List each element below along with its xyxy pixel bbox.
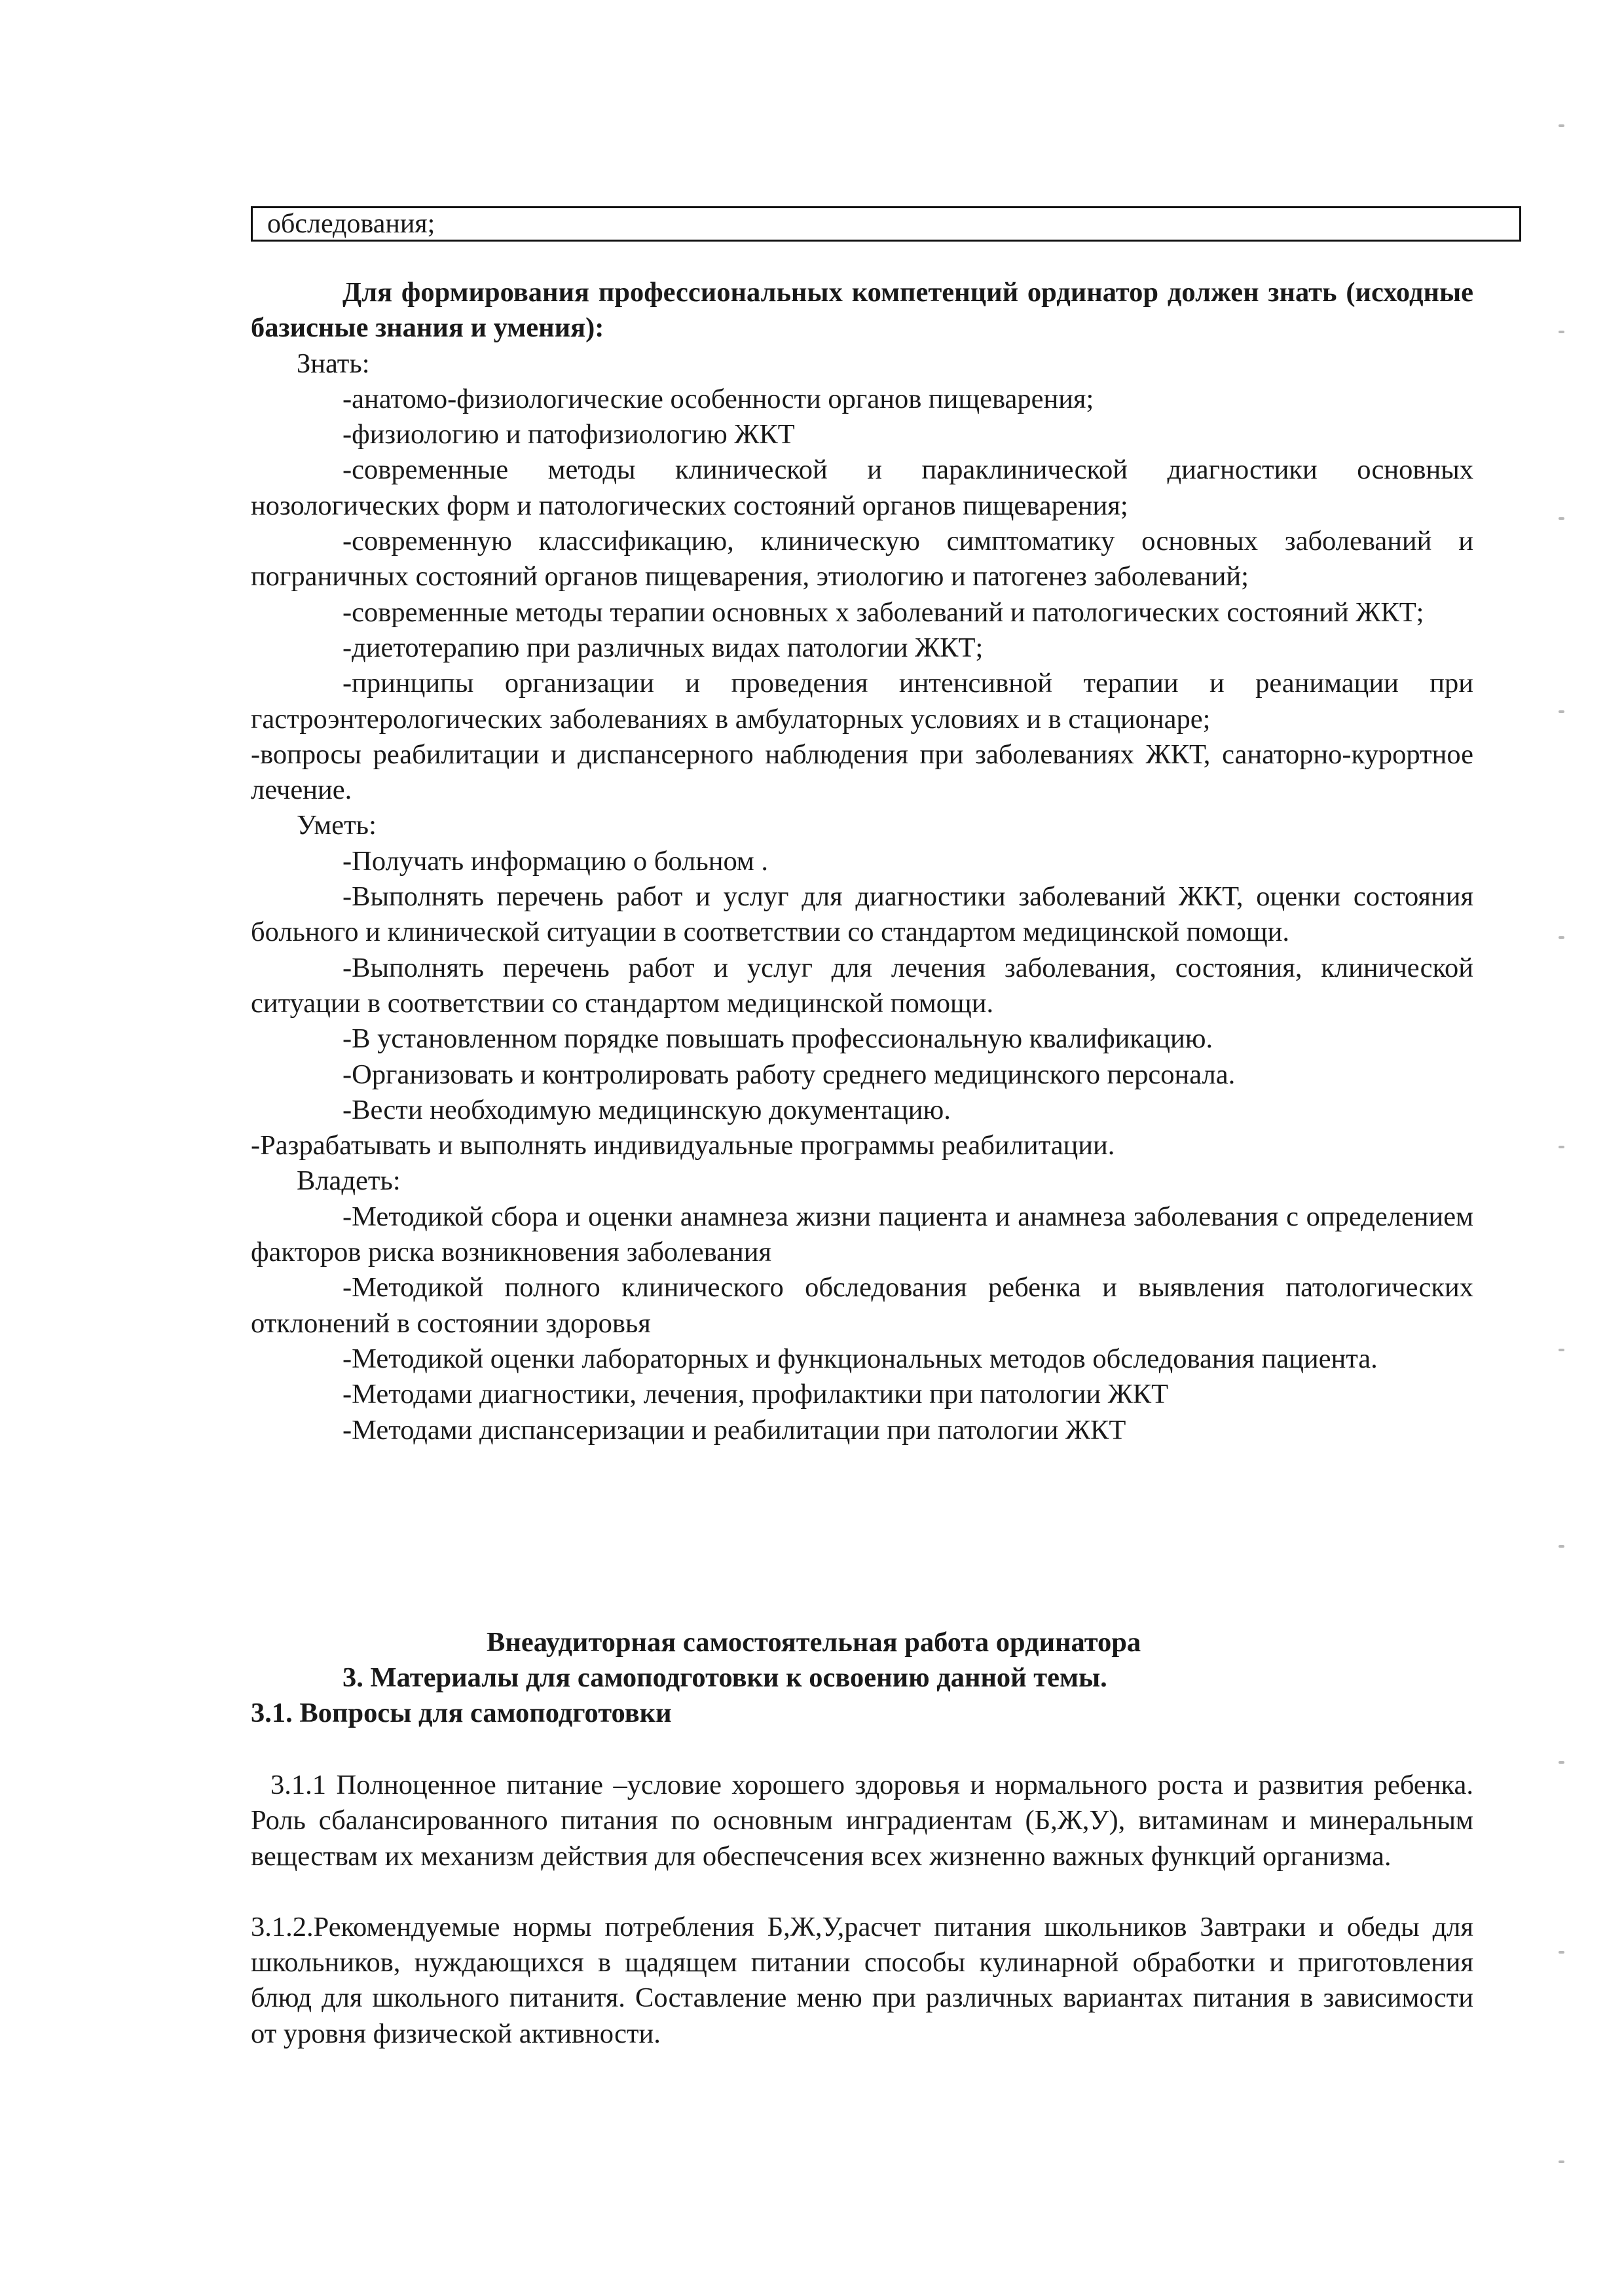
able-item: -Организовать и контролировать работу среднего медицинского персонала. — [342, 1059, 1236, 1090]
know-item: -принципы организации и проведения интенсивной терапии и реанимации при гастроэнтерологических заболеваниях в амбулаторных условиях и в стационаре; — [251, 668, 1473, 735]
scan-speck — [1559, 1761, 1564, 1764]
scan-speck — [1559, 1349, 1564, 1351]
master-item: -Методикой оценки лабораторных и функциональных методов обследования пациента. — [342, 1343, 1378, 1374]
able-item: -Разрабатывать и выполнять индивидуальные программы реабилитации. — [251, 1130, 1115, 1161]
subsection-title: 3.1. Вопросы для самоподготовки — [251, 1698, 672, 1728]
able-item: -Выполнять перечень работ и услуг для диагностики заболеваний ЖКТ, оценки состояния больного и клинической ситуации в соответствии со стандартом медицинской помощи. — [251, 881, 1473, 948]
know-label: Знать: — [297, 348, 370, 379]
carryover-table-cell — [251, 206, 1521, 242]
master-item: -Методами диагностики, лечения, профилактики при патологии ЖКТ — [342, 1379, 1169, 1410]
know-item: -физиологию и патофизиологию ЖКТ — [342, 419, 795, 450]
scan-speck — [1559, 936, 1564, 939]
scan-speck — [1559, 331, 1564, 333]
scan-speck — [1559, 1951, 1564, 1954]
carryover-cell-text: обследования; — [267, 209, 435, 239]
master-item: -Методикой полного клинического обследования ребенка и выявления патологических отклонений в состоянии здоровья — [251, 1272, 1473, 1339]
scan-speck — [1559, 124, 1564, 127]
competencies-heading — [251, 275, 1473, 346]
know-item: -современные методы клинической и параклинической диагностики основных нозологических форм и патологических состояний органов пищеварения; — [251, 454, 1473, 521]
able-item: -В установленном порядке повышать профессиональную квалификацию. — [342, 1023, 1213, 1055]
able-label: Уметь: — [297, 810, 377, 841]
paragraph-gap — [251, 1874, 1473, 1910]
know-item: -вопросы реабилитации и диспансерного наблюдения при заболеваниях ЖКТ, санаторно-курортное лечение. — [251, 738, 1473, 806]
able-item: -Выполнять перечень работ и услуг для лечения заболевания, состояния, клинической ситуации в соответствии со стандартом медицинской помощи. — [251, 952, 1473, 1019]
able-item: -Вести необходимую медицинскую документацию. — [342, 1094, 951, 1125]
section-subtitle: 3. Материалы для самоподготовки к освоению данной темы. — [342, 1662, 1107, 1693]
scan-speck — [1559, 2160, 1564, 2163]
competencies-section — [251, 275, 1473, 1448]
know-item: -современную классификацию, клиническую симптоматику основных заболеваний и пограничных состояний органов пищеварения, этиологию и патогенез заболеваний; — [251, 526, 1473, 592]
master-item: -Методами диспансеризации и реабилитации при патологии ЖКТ — [342, 1414, 1126, 1446]
scan-speck — [1559, 1545, 1564, 1548]
competencies-heading-line2: (исходные базисные знания и умения): — [251, 277, 1473, 344]
scan-speck — [1559, 710, 1564, 713]
know-item: -анатомо-физиологические особенности органов пищеварения; — [342, 383, 1094, 414]
know-item: -диетотерапию при различных видах патологии ЖКТ; — [342, 632, 984, 663]
master-label: Владеть: — [297, 1165, 401, 1197]
section-title: Внеаудиторная самостоятельная работа ординатора — [487, 1627, 1141, 1658]
able-item: -Получать информацию о больном . — [342, 845, 769, 877]
master-item: -Методикой сбора и оценки анамнеза жизни пациента и анамнеза заболевания с определением факторов риска возникновения заболевания — [251, 1201, 1473, 1268]
self-study-questions — [251, 1768, 1473, 2052]
self-study-headings — [251, 1625, 1473, 1731]
scan-speck — [1559, 1146, 1564, 1148]
question-3-1-1: 3.1.1 Полноценное питание –условие хорошего здоровья и нормального роста и развития ребенка. Роль сбалансированного питания по основным ингрaдиентам (Б,Ж,У), витаминам и минеральным веществам их механизм действия для обеспечсения всех жизненно важных функций организма. — [251, 1770, 1473, 1872]
know-item: -современные методы терапии основных х заболеваний и патологических состояний ЖКТ; — [342, 596, 1424, 628]
scan-speck — [1559, 517, 1564, 520]
question-3-1-2: 3.1.2.Рекомендуемые нормы потребления Б,Ж,У,расчет питания школьников Завтраки и обеды для школьников, нуждающихся в щадящем питании способы кулинарной обработки и приготовления блюд для школьного питанитя. Составление меню при различных вариантах питания в зависимости от уровня физической активности. — [251, 1911, 1473, 2049]
competencies-heading-line1: Для формирования профессиональных компетенций ординатор должен знать — [342, 277, 1337, 308]
